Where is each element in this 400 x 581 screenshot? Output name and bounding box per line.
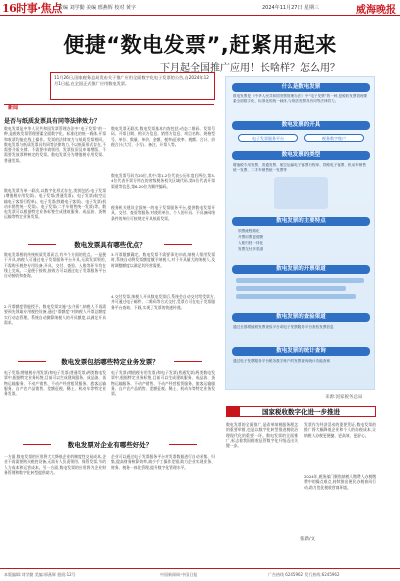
page-footer [0,568,400,581]
main-headline: 便捷“数电发票”,赶紧用起来 [63,33,337,57]
info-text: 数电发票是《中华人民共和国发票管理办法》中“电子发票”的一种,是税收发票管理要素全面数字化、标准化的统一载体,与纸质发票具有同等法律效力。 [233,94,368,104]
info-decoration [236,286,346,291]
article-paragraph: 数电发票号码为20位,其中:第1-2位代表公历年度后两位,第3-4位代表开票方所在的省级税务机关区域代码,第5位代表开票渠道等信息,第6-20位为顺序编码。 [111,173,215,189]
page-number-section: 16时事·焦点 [2,2,62,15]
section-label: 新闻 [4,104,214,113]
newspaper-brand: 威海晚报 [356,5,396,16]
commentary-paragraph: 2024年,税务部门聚焦纳税人缴费人办税缴费中的操点难点,持续推出便民办税春风行动,助力优化税收营商环境。 [304,474,376,490]
article-paragraph: 税务机关建设全国统一的电子发票服务平台,提供数电发票开具、交付、查验等服务,对使用单位、个人的开具、不具备网络条件的单位可按规定开具纸质发票。 [111,205,215,221]
info-section-title: 数电发票的开票渠道 [232,265,370,274]
info-feature: 入账归档一体化 [238,241,264,245]
footer-mid: 中国新闻网·中国日报 [160,572,198,577]
question-title-4: 数电发票对企业有哪些好处？ [55,440,165,449]
page-header [0,0,400,16]
info-feature: 开票用票更便捷 [238,235,264,239]
invoice-illustration [274,177,328,209]
info-section-title: 数电发票的类型 [232,151,370,160]
article-paragraph: 电子发票(增值税专用发票)和电子发票(普通发票)两类数电发票中,根据特定业务标签,目前可以生成建筑服务、成品油、货物运输服务、不动产销售、不动产经营租赁服务、旅客运输服务、自产农产品销售、差额征税、稀土、机动车等特定业务发票。 [111,370,215,397]
article-paragraph: 3.开票限额确定。数电发票不需要事先申请,纳税人领用发票时,系统自动将发票额度赋予纳税人,对于开具量大的纳税人,及时调整额度以满足其经营需要。 [111,252,215,268]
info-channel-badge: 税务数字账户 [304,134,364,142]
infographic-credit: 来源:国家税务总局 [325,395,363,400]
article-paragraph: 数电发票是中华人民共和国发票管理办法中“电子发票”的一种,是税收发票管理要素全面数字化、标准化的统一载体,开票和收票均能在线上操作。发票的法律效力与纸质发票相同。数电发票与纸质发票具有同等法律效力,不以纸质形式存在,不需要介质支撑、不需要申请领用、发票验旧及申请增版、不需要发放票种核定的发票。数电发票分为增值税专用发票、普通发票。 [4,126,106,163]
lead-box: 11月26日,国家税务总局发布关于推广应用全面数字化电子发票的公告,自2024年12月1日起,在全国正式推广应用数电发票。 [50,72,215,100]
article-paragraph: 2.开票额度智能授予。数电发票实施“去介质”,纳税人不再需要预先领取专用税控设备,通过“票额度”对纳税人开票总额度实行动态管理。系统自动测算纳税人的开具额度,以满足开具需求。 [4,304,106,325]
info-text: 通过电子发票服务平台税务数字账户的发票查询统计功能查询 [233,359,331,363]
commentary-paragraph: 发票作为经济活动的重要凭证,数电发票的推广将大幅降低企业和个人的办税成本,让纳税人办税更便捷、更高效、更舒心。 [304,422,376,438]
commentary-title: 国家税收数字化进一步推进 [226,406,376,417]
article-paragraph: 一方面,数电发票的应用将大大降低企业的制度性交易成本,企业不再需要购买税控设备,无需专人负责领用、保管发票,节约人力成本和运营成本。另一方面,数电发票的应用将为企业财务管理和数字化转型提供助力。 [4,454,106,475]
info-decoration [236,294,356,299]
question-title-3: 数电发票包括哪些特定业务发票？ [50,357,170,366]
info-text: 增值税专用发票、普通发票、航空运输电子客票行程单、铁路电子客票、机动车销售统一发票、二手车销售统一发票等 [233,163,366,173]
info-decoration [236,278,364,283]
question-title-2: 数电发票具有哪些优点？ [60,240,160,249]
article-paragraph: 4.交付发票,纳税人开具数电发票后,系统会自动交付给受票方,并可通过电子邮件、二维码等方式交付,受票方可在电子发票服务平台查询、下载,实现了发票的快速传递。 [111,294,215,310]
question-title-1: 是否与纸质发票具有同等法律效力？ [4,118,101,125]
issue-date: 2024年11月27日 星期三 [262,5,320,11]
info-section-title: 什么是数电发票 [232,83,370,92]
footer-right: 广告热线 6245962 发行热线:6245962 [268,572,340,577]
article-paragraph: 数电发票无联次,数电发票基本内容包括:动态二维码、发票号码、开票日期、购买方信息、销售方信息、项目名称、规格型号、单位、数量、单价、金额、税率/征收率、税额、合计、价税合计(大写、小写)、备注、开票人等。 [111,126,215,147]
article-paragraph: 数电发票相较传统纸质发票而言,有多个方面的优点。一是便于开具,纳税人可通过电子发票服务平台开具,无需发票领用,不需购买税控专用设备,开具、交付、查验、入账等环节均在线上完成。二是便于接收,接收方可以通过电子发票服务平台自动接收和查询。 [4,252,106,279]
editor-credits: 责编 刘学勤 美编 邢燕辉 校对 黄字 [58,5,136,11]
info-feature: 发票交付多渠道 [238,247,264,251]
info-section-title: 数电发票的查验渠道 [232,313,370,322]
commentary-author: 张新/文 [300,537,316,542]
info-channel-badge: 电子发票服务平台 [238,134,298,142]
info-section-title: 数电发票的统计查询 [232,347,370,356]
commentary-flag [226,406,240,417]
article-paragraph: 电子发票(增值税专用发票)和电子发票(普通发票)两类数电发票中,根据特定业务标签,目前可以生成建筑服务、成品油、货物运输服务、不动产销售、不动产经营租赁服务、旅客运输服务、自产农产品销售、差额征税、稀土、机动车等特定业务发票。 [4,370,106,397]
info-feature: 领票流程简化 [238,229,260,233]
subheadline: 下月起全国推广应用！长啥样？怎么用？ [160,63,340,74]
footer-left: 本版编辑:刘学勤 美编:邢燕辉 值班:12号 [4,572,76,577]
info-text: 通过全国增值税发票查验平台或电子发票服务平台查验发票信息 [233,325,334,329]
info-section-title: 数电发票的开具 [232,121,370,130]
info-section-title: 数电发票的主要特点 [232,217,370,226]
infographic-panel [225,76,375,390]
article-paragraph: 数电发票为单一联次,以数字化形式存在,类别包括:电子发票(增值税专用发票)、电子发票(普通发票)、电子发票(航空运输电子客票行程单)、电子发票(铁路电子客票)、电子发票(机动车销售统一发票)、电子发票(二手车销售统一发票)等。数电发票可以根据特定业务标签生成建筑服务、成品油、货物运输等特定业务发票。 [4,188,106,220]
article-paragraph: 企业可以通过电子发票服务平台对发票数据进行自动采集、归集,提高财务核算效率,减少手工操作差错,助力企业实现业务、财务、税务一体化管理,提升数字化管理水平。 [111,454,215,470]
commentary-paragraph: 数电发票的全面推广,是改革纳税服务理念的重要举措,也是以数字化转型推进税收治理现代化的重要一环。数电发票的全面推广,标志着我国税收征管数字化升级迈出关键一步。 [226,422,298,449]
